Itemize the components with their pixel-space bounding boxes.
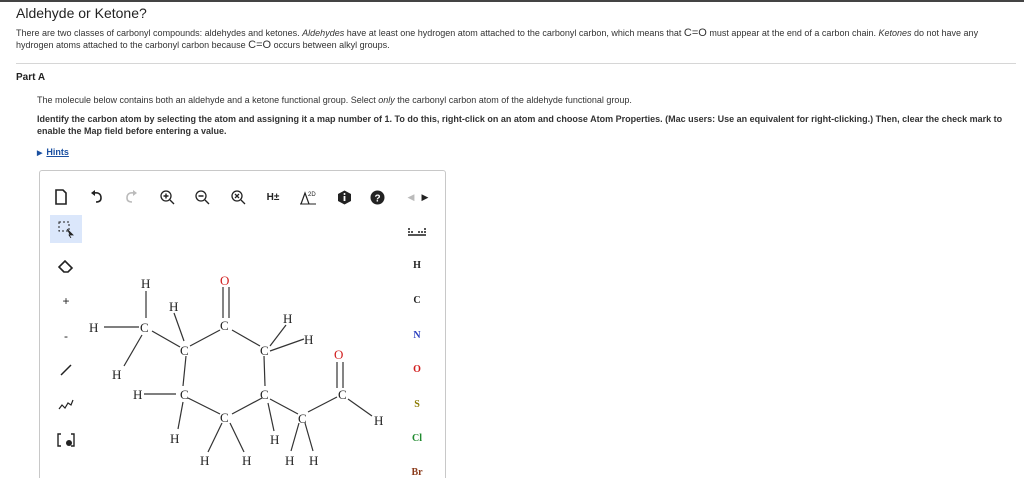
zoom-reset-icon[interactable]: [227, 185, 249, 209]
svg-text:2D: 2D: [308, 192, 316, 198]
h-ring-6-label[interactable]: H: [270, 432, 280, 447]
c-methyl-label[interactable]: C: [140, 320, 149, 335]
scroll-left-icon[interactable]: ◀: [407, 191, 415, 202]
periodic-table-icon[interactable]: [400, 227, 434, 240]
bracket-icon[interactable]: [50, 426, 82, 454]
h-ring-4b-label[interactable]: H: [242, 453, 252, 468]
c-aldehyde-label[interactable]: C: [338, 387, 347, 402]
new-document-icon[interactable]: [50, 185, 72, 209]
h-ring-4a-label[interactable]: H: [200, 453, 210, 468]
scroll-right-icon[interactable]: ▶: [421, 191, 429, 202]
editor-toolbar: [50, 185, 440, 211]
h-ring-top-label[interactable]: H: [169, 299, 179, 314]
charge-minus-icon[interactable]: -: [64, 329, 68, 343]
atom-h[interactable]: H: [413, 260, 421, 271]
undo-icon[interactable]: [86, 185, 108, 209]
h-chain-b-label[interactable]: H: [309, 453, 319, 468]
molecule-canvas[interactable]: [86, 213, 396, 478]
2d-cleanup-icon[interactable]: [297, 185, 319, 209]
h-left-label[interactable]: H: [89, 320, 99, 335]
single-bond-icon[interactable]: [50, 356, 82, 384]
h-methyl-low-label[interactable]: H: [112, 367, 122, 382]
c-ring-2-label[interactable]: C: [260, 343, 269, 358]
atom-s[interactable]: S: [414, 399, 420, 410]
atom-o[interactable]: O: [413, 364, 421, 375]
c-ring-4-label[interactable]: C: [220, 410, 229, 425]
part-label: Part A: [16, 72, 46, 83]
zoom-in-icon[interactable]: [156, 185, 178, 209]
o-aldehyde-label[interactable]: O: [334, 347, 344, 362]
h-aldehyde-label[interactable]: H: [374, 413, 384, 428]
c-ring-6-label[interactable]: C: [260, 387, 269, 402]
h-ring-2b-label[interactable]: H: [304, 332, 314, 347]
erase-icon[interactable]: [50, 253, 82, 281]
top-border: [0, 0, 1024, 2]
h-chain-a-label[interactable]: H: [285, 453, 295, 468]
triangle-right-icon: ▶: [37, 150, 43, 157]
c-ring-1-label[interactable]: C: [180, 343, 189, 358]
page-title: Aldehyde or Ketone?: [16, 5, 147, 21]
question-text: The molecule below contains both an aldehyde and a ketone functional group. Select only the carbonyl carbon atom of the aldehyde functional group.: [37, 95, 632, 105]
atom-palette: [400, 215, 434, 478]
h-ring-3-label[interactable]: H: [133, 387, 143, 402]
atom-c[interactable]: C: [413, 295, 421, 306]
c-ring-3-label[interactable]: C: [180, 387, 189, 402]
svg-text:?: ?: [374, 193, 381, 204]
explicit-hydrogens-icon[interactable]: H±: [266, 191, 280, 203]
o-ketone-label[interactable]: O: [220, 273, 230, 288]
info-icon[interactable]: [333, 185, 355, 209]
intro-text: There are two classes of carbonyl compounds: aldehydes and ketones. Aldehydes have at least one hydrogen atom attached to the carbonyl carbon, which means that C=O must appear at the end of a carbon chain. Ketones do not have any hydrogen atoms attached to the carbonyl carbon because C=O occurs between alkyl groups.: [16, 27, 979, 51]
c-ketone-label[interactable]: C: [220, 318, 229, 333]
atom-br[interactable]: Br: [411, 467, 423, 478]
left-toolbar: [50, 215, 84, 475]
instructions-text: Identify the carbon atom by selecting the atom and assigning it a map number of 1. To do this, right-click on an atom and choose Atom Properties. (Mac users: Use an equivalent for right-clicking.) Then, clear the check mark to enable the Map field before entering a value.: [37, 114, 1003, 136]
h-top-label[interactable]: H: [141, 276, 151, 291]
h-ring-5-label[interactable]: H: [170, 431, 180, 446]
atom-cl[interactable]: Cl: [412, 433, 422, 444]
redo-icon[interactable]: [120, 185, 142, 209]
zoom-out-icon[interactable]: [191, 185, 213, 209]
charge-plus-icon[interactable]: +: [62, 294, 70, 308]
chain-icon[interactable]: [50, 390, 82, 418]
select-icon[interactable]: [50, 215, 82, 243]
hints-link[interactable]: ▶ Hints: [37, 147, 69, 157]
c-chain-label[interactable]: C: [298, 411, 307, 426]
help-icon[interactable]: [366, 185, 388, 209]
section-divider: [16, 63, 1016, 64]
h-ring-2a-label[interactable]: H: [283, 311, 293, 326]
atom-n[interactable]: N: [413, 330, 421, 341]
